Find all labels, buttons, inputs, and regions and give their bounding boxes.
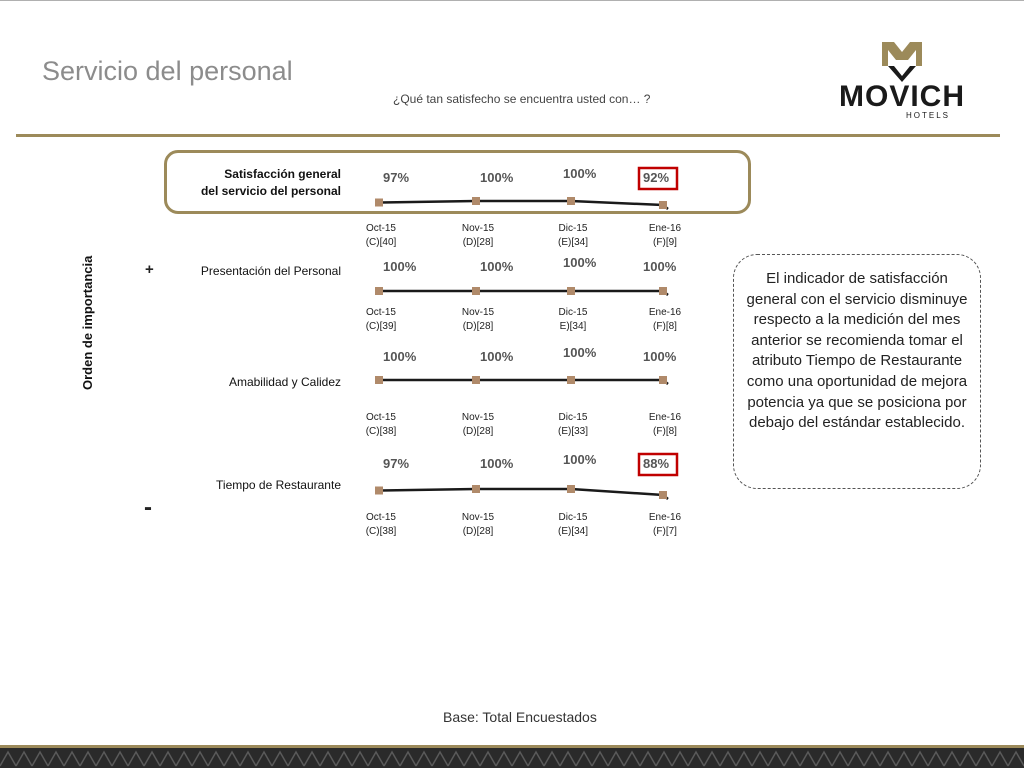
presentation-label: Presentación del Personal — [200, 264, 341, 278]
category-label: Dic-15 — [558, 223, 588, 234]
category-label: Oct-15 — [365, 223, 397, 234]
data-marker — [472, 287, 480, 295]
importance-axis-title: Orden de importancia — [80, 255, 95, 390]
data-marker — [659, 376, 667, 384]
data-label: 88% — [643, 456, 670, 471]
category-label: Oct-15 — [365, 307, 397, 318]
logo-wordmark: MOVICH — [839, 80, 965, 113]
category-label: Oct-15 — [365, 412, 397, 423]
importance-plus-sign: + — [145, 261, 154, 278]
data-label: 100% — [480, 349, 514, 364]
category-label: Dic-15 — [558, 512, 588, 523]
data-marker — [567, 376, 575, 384]
decorative-footer-band — [0, 745, 1024, 768]
category-label: Nov-15 — [461, 223, 495, 234]
sample-base-label: (C)[38] — [365, 426, 397, 437]
category-label: Dic-15 — [558, 412, 588, 423]
data-label: 100% — [480, 170, 514, 185]
sample-base-label: (D)[28] — [462, 426, 494, 437]
overall-label-line-1: Satisfacción general — [224, 167, 341, 181]
data-marker — [472, 485, 480, 493]
data-label: 100% — [383, 349, 417, 364]
category-label: Ene-16 — [648, 412, 682, 423]
category-label: Oct-15 — [365, 512, 397, 523]
insight-note: El indicador de satisfacción general con el servicio disminuye respecto a la medición del mes anterior se recomienda tomar el atributo Tiempo de Restaurante como una oportunidad de mejora potencia ya que se posiciona por debajo del estándar establecido. — [733, 254, 981, 489]
category-label: Ene-16 — [648, 223, 682, 234]
sample-base-label: (F)[8] — [653, 426, 677, 437]
data-label: 100% — [563, 345, 597, 360]
data-marker — [472, 376, 480, 384]
sample-base-label: (F)[8] — [653, 321, 677, 332]
data-marker — [375, 199, 383, 207]
page-title: Servicio del personal — [42, 56, 293, 86]
data-label: 100% — [563, 166, 597, 181]
series-line — [379, 201, 668, 209]
sample-base-label: (F)[7] — [653, 526, 677, 537]
data-marker — [375, 376, 383, 384]
importance-minus-sign: - — [144, 494, 152, 521]
sample-base-label: (E)[34] — [557, 237, 589, 248]
logo-subtext: HOTELS — [905, 111, 951, 120]
sample-base-label: (C)[38] — [365, 526, 397, 537]
category-label: Nov-15 — [461, 512, 495, 523]
sample-base-label: (D)[28] — [462, 526, 494, 537]
series-line — [379, 291, 668, 295]
data-label: 97% — [383, 170, 410, 185]
data-label: 100% — [643, 259, 677, 274]
data-label: 100% — [480, 259, 514, 274]
data-label: 92% — [643, 170, 670, 185]
category-label: Ene-16 — [648, 307, 682, 318]
data-marker — [659, 201, 667, 209]
sample-base-label: (C)[39] — [365, 321, 397, 332]
data-marker — [472, 197, 480, 205]
sample-base-label: (E)[34] — [557, 526, 589, 537]
data-marker — [567, 287, 575, 295]
data-label: 97% — [383, 456, 410, 471]
category-label: Dic-15 — [558, 307, 588, 318]
data-marker — [567, 485, 575, 493]
restaurant-time-label: Tiempo de Restaurante — [216, 478, 341, 492]
data-marker — [567, 197, 575, 205]
sample-base-label: (E)[33] — [557, 426, 589, 437]
sample-base-label: (D)[28] — [462, 321, 494, 332]
data-label: 100% — [480, 456, 514, 471]
data-marker — [659, 491, 667, 499]
base-footnote: Base: Total Encuestados — [443, 709, 597, 725]
data-label: 100% — [563, 255, 597, 270]
overall-label-line-2: del servicio del personal — [200, 184, 341, 198]
category-label: Nov-15 — [461, 307, 495, 318]
question-subtitle: ¿Qué tan satisfecho se encuentra usted con… ? — [393, 92, 651, 106]
data-marker — [375, 487, 383, 495]
sample-base-label: E)[34] — [559, 321, 587, 332]
category-label: Nov-15 — [461, 412, 495, 423]
kindness-label: Amabilidad y Calidez — [228, 375, 341, 389]
series-line — [379, 489, 668, 499]
data-label: 100% — [383, 259, 417, 274]
series-line — [379, 380, 668, 384]
sample-base-label: (F)[9] — [653, 237, 677, 248]
data-marker — [375, 287, 383, 295]
data-label: 100% — [643, 349, 677, 364]
category-label: Ene-16 — [648, 512, 682, 523]
sample-base-label: (C)[40] — [365, 237, 397, 248]
sample-base-label: (D)[28] — [462, 237, 494, 248]
data-marker — [659, 287, 667, 295]
data-label: 100% — [563, 452, 597, 467]
